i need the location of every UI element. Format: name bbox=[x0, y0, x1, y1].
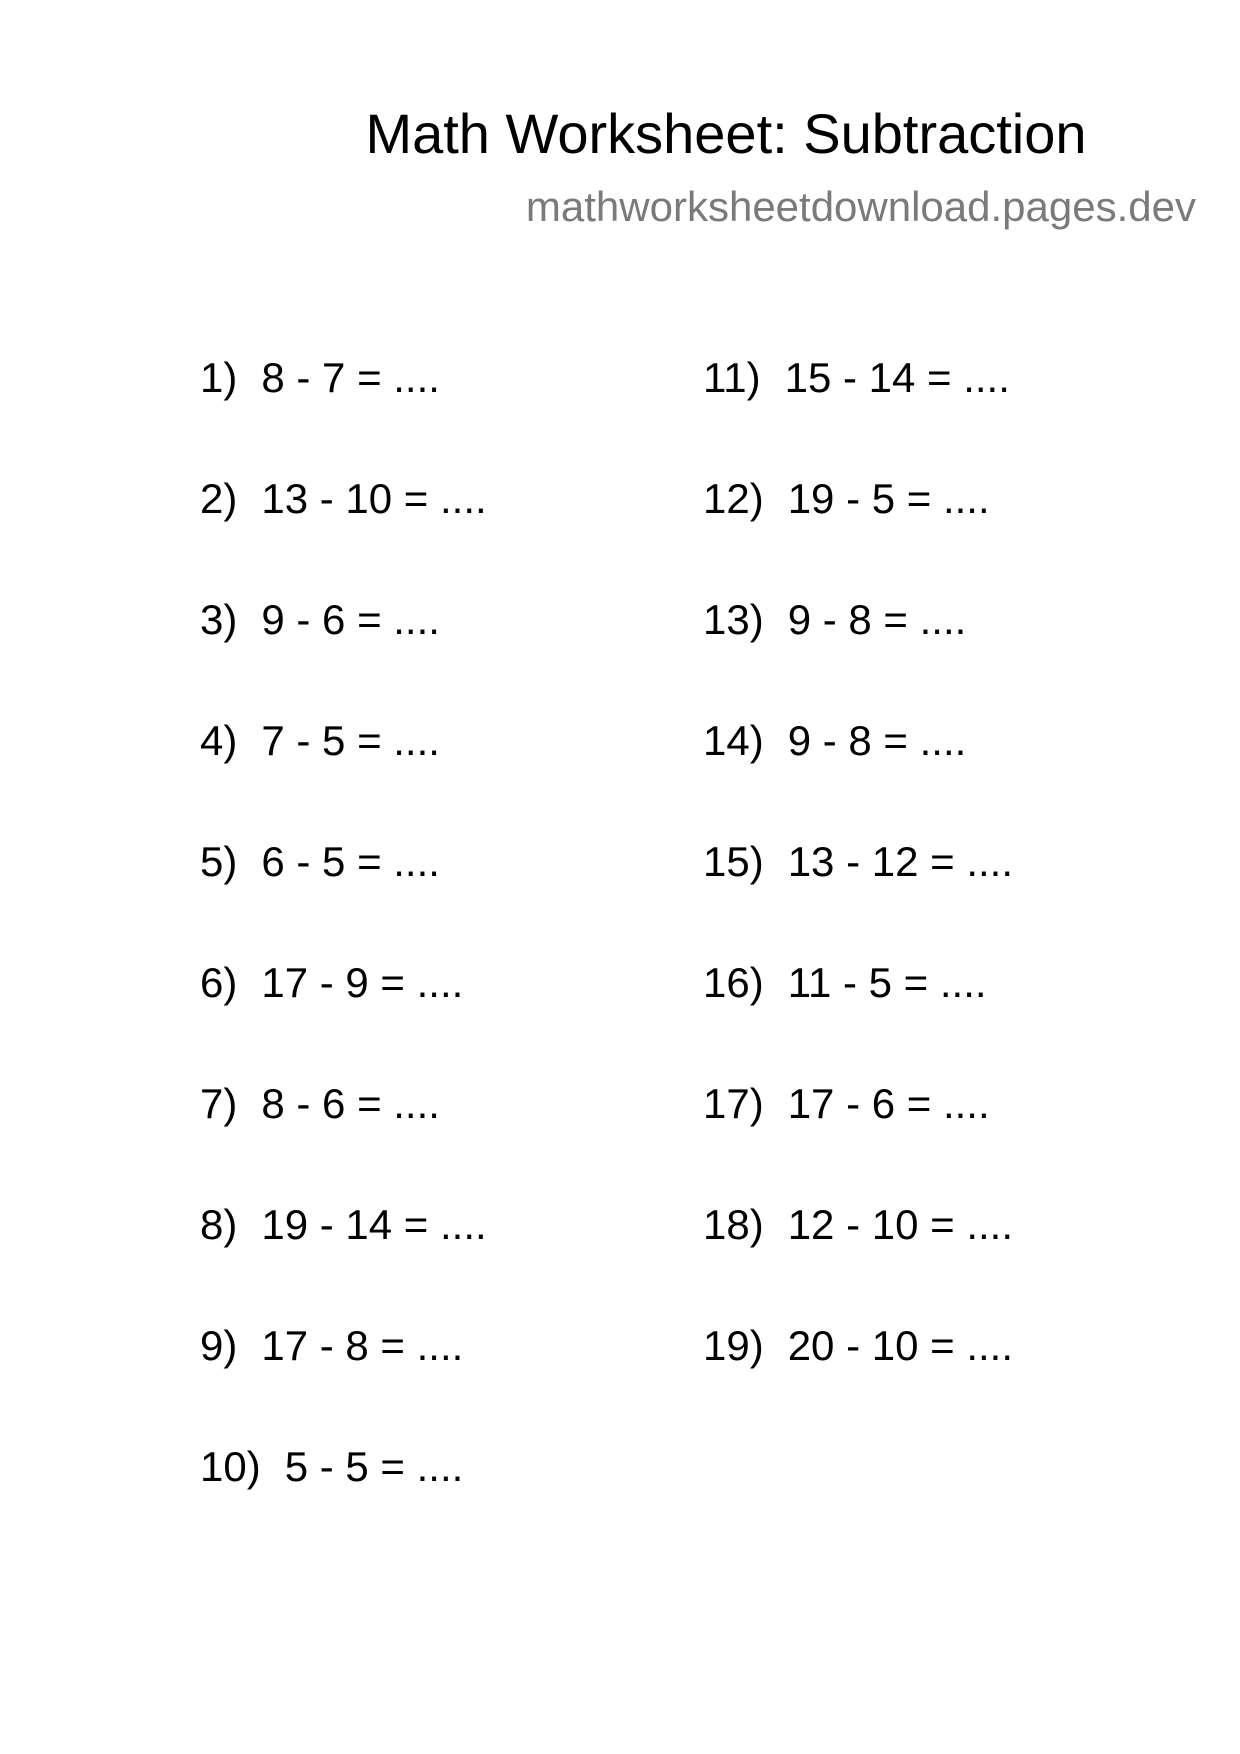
problem-item bbox=[703, 348, 1013, 469]
problem-item bbox=[703, 469, 1013, 590]
problem-item bbox=[200, 469, 487, 590]
problem-number: 2) bbox=[200, 475, 238, 522]
problem-expression: 17 - 8 = .... bbox=[261, 1322, 464, 1369]
problem-item bbox=[703, 1316, 1013, 1437]
problem-item bbox=[703, 1195, 1013, 1316]
problem-number: 8) bbox=[200, 1201, 238, 1248]
problem-item bbox=[703, 1074, 1013, 1195]
site-url: mathworksheetdownload.pages.dev bbox=[525, 183, 1196, 230]
problem-item bbox=[200, 590, 487, 711]
problem-expression: 7 - 5 = .... bbox=[261, 717, 440, 764]
problem-expression: 19 - 5 = .... bbox=[787, 475, 990, 522]
problem-expression: 9 - 6 = .... bbox=[261, 596, 440, 643]
problem-expression: 13 - 12 = .... bbox=[787, 838, 1014, 885]
problem-item bbox=[200, 711, 487, 832]
problem-item bbox=[703, 953, 1013, 1074]
problem-column-right bbox=[703, 348, 1013, 1437]
problem-expression: 15 - 14 = .... bbox=[784, 354, 1010, 401]
problem-number: 4) bbox=[200, 717, 238, 764]
problem-expression: 5 - 5 = .... bbox=[284, 1443, 464, 1490]
problem-number: 17) bbox=[703, 1080, 764, 1127]
problem-item bbox=[200, 953, 487, 1074]
problem-expression: 9 - 8 = .... bbox=[787, 596, 967, 643]
problem-item bbox=[200, 1074, 487, 1195]
problem-number: 11) bbox=[703, 354, 761, 401]
problem-item bbox=[703, 711, 1013, 832]
problem-expression: 17 - 9 = .... bbox=[261, 959, 464, 1006]
problem-number: 9) bbox=[200, 1322, 238, 1369]
problem-number: 14) bbox=[703, 717, 764, 764]
problem-number: 6) bbox=[200, 959, 238, 1006]
problem-item bbox=[200, 1316, 487, 1437]
problem-item bbox=[200, 832, 487, 953]
problem-expression: 8 - 6 = .... bbox=[261, 1080, 440, 1127]
problem-item bbox=[200, 1437, 487, 1558]
problem-expression: 8 - 7 = .... bbox=[261, 354, 440, 401]
problem-expression: 20 - 10 = .... bbox=[787, 1322, 1014, 1369]
problem-item bbox=[200, 348, 487, 469]
problem-expression: 6 - 5 = .... bbox=[261, 838, 440, 885]
problem-column-left bbox=[200, 348, 487, 1558]
problem-number: 19) bbox=[703, 1322, 764, 1369]
problem-item bbox=[200, 1195, 487, 1316]
problem-number: 16) bbox=[703, 959, 764, 1006]
problem-expression: 11 - 5 = .... bbox=[787, 959, 987, 1006]
problem-expression: 13 - 10 = .... bbox=[261, 475, 487, 522]
problem-expression: 12 - 10 = .... bbox=[787, 1201, 1014, 1248]
problem-expression: 17 - 6 = .... bbox=[787, 1080, 990, 1127]
problem-number: 5) bbox=[200, 838, 238, 885]
problem-item bbox=[703, 832, 1013, 953]
problem-number: 3) bbox=[200, 596, 238, 643]
problem-expression: 9 - 8 = .... bbox=[787, 717, 967, 764]
problem-expression: 19 - 14 = .... bbox=[261, 1201, 487, 1248]
problem-number: 7) bbox=[200, 1080, 238, 1127]
problem-number: 18) bbox=[703, 1201, 764, 1248]
problem-number: 1) bbox=[200, 354, 238, 401]
problem-number: 12) bbox=[703, 475, 764, 522]
problem-number: 15) bbox=[703, 838, 764, 885]
problem-number: 13) bbox=[703, 596, 764, 643]
page-title: Math Worksheet: Subtraction bbox=[365, 102, 1087, 165]
problem-number: 10) bbox=[200, 1443, 261, 1490]
problem-item bbox=[703, 590, 1013, 711]
